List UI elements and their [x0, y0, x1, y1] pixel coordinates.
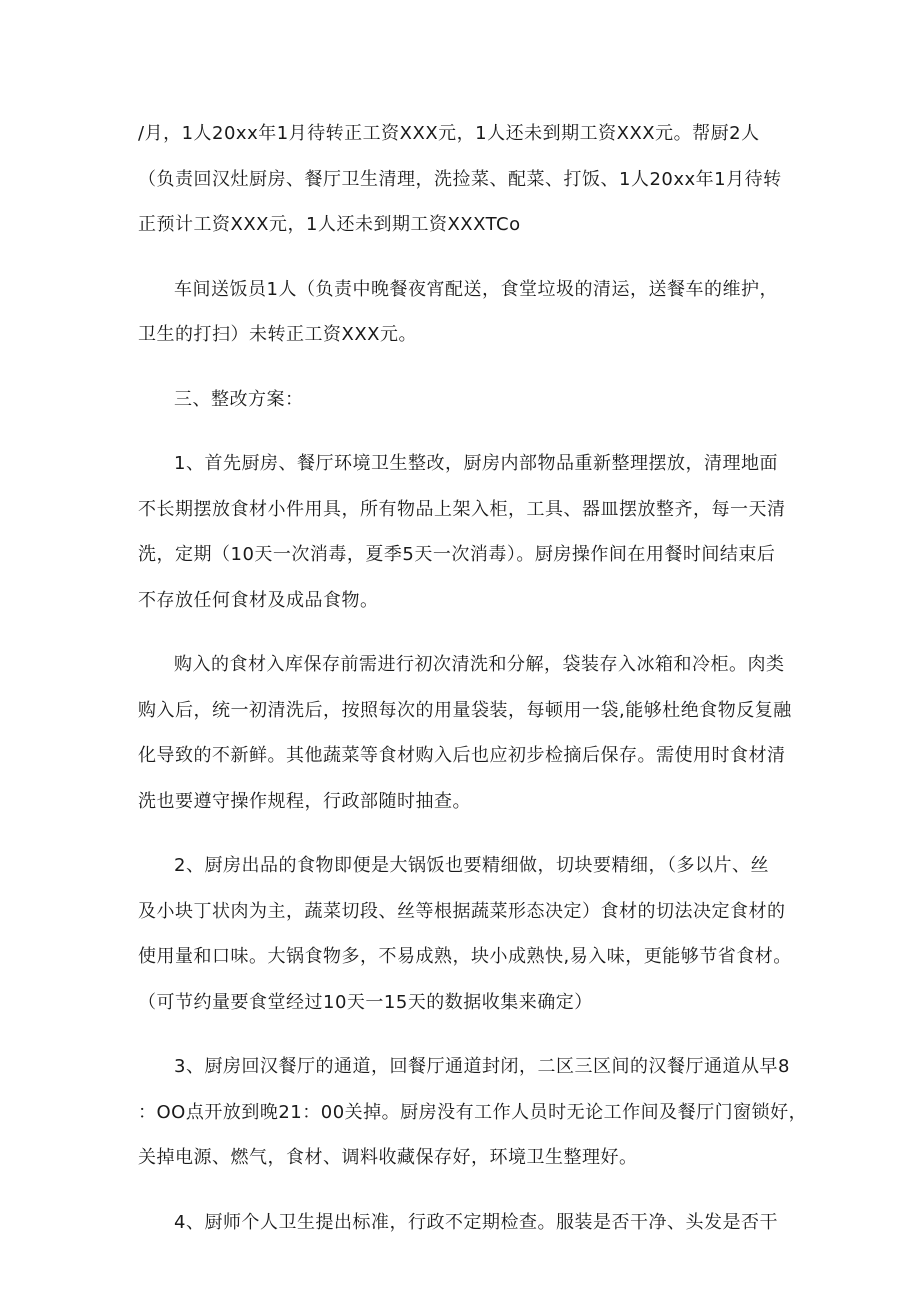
text-line: 不长期摆放食材小件用具，所有物品上架入柜，工具、器皿摆放整齐，每一天清	[138, 498, 786, 520]
paragraph-item-2	[138, 843, 802, 1025]
text-line: 三、整改方案：	[174, 388, 304, 410]
text-line: ：OO点开放到晚21：00关掉。厨房没有工作人员时无论工作间及餐厅门窗锁好，	[138, 1101, 808, 1123]
paragraph-item-3	[138, 1044, 808, 1181]
paragraph-ingredient-storage	[138, 642, 802, 824]
text-line: 2、厨房出品的食物即便是大锅饭也要精细做，切块要精细，（多以片、丝	[174, 855, 769, 876]
text-line: 3、厨房回汉餐厅的通道，回餐厅通道封闭，二区三区间的汉餐厅通道从早8	[174, 1056, 790, 1077]
text-line: 1、首先厨房、餐厅环境卫生整改，厨房内部物品重新整理摆放，清理地面	[174, 453, 778, 474]
text-line: 4、厨师个人卫生提出标准，行政不定期检查。服装是否干净、头发是否干	[174, 1211, 778, 1233]
text-line: 车间送饭员1人（负责中晚餐夜宵配送，食堂垃圾的清运，送餐车的维护，	[174, 278, 778, 300]
text-line: 关掉电源、燃气，食材、调料收藏保存好，环境卫生整理好。	[138, 1147, 638, 1168]
text-line: 洗，定期（10天一次消毒，夏季5天一次消毒）。厨房操作间在用餐时间结束后	[138, 544, 776, 565]
section-heading	[138, 377, 802, 423]
paragraph-item-4	[138, 1200, 802, 1246]
paragraph-staff-wages	[138, 111, 802, 248]
text-line: 卫生的打扫）未转正工资XXX元。	[138, 324, 417, 345]
text-line: 不存放任何食材及成品食物。	[138, 589, 379, 611]
paragraph-item-1	[138, 441, 802, 623]
text-line: 及小块丁状肉为主，蔬菜切段、丝等根据蔬菜形态决定）食材的切法决定食材的	[138, 900, 786, 922]
text-line: /月，1人20xx年1月待转正工资XXX元，1人还未到期工资XXX元。帮厨2人	[138, 123, 760, 144]
text-line: 购入后，统一初清洗后，按照每次的用量袋装，每顿用一袋,能够杜绝食物反复融	[138, 699, 792, 721]
text-line: 化导致的不新鲜。其他蔬菜等食材购入后也应初步检摘后保存。需使用时食材清	[138, 745, 786, 766]
document-body	[138, 111, 808, 1264]
text-line: 购入的食材入库保存前需进行初次清洗和分解，袋装存入冰箱和冷柜。肉类	[174, 654, 785, 675]
text-line: 使用量和口味。大锅食物多，不易成熟，块小成熟快,易入味，更能够节省食材。	[138, 946, 792, 967]
text-line: 洗也要遵守操作规程，行政部随时抽查。	[138, 790, 471, 812]
text-line: （负责回汉灶厨房、餐厅卫生清理，洗捡菜、配菜、打饭、1人20xx年1月待转	[138, 168, 782, 190]
text-line: 正预计工资XXX元，1人还未到期工资XXXTCo	[138, 214, 521, 235]
text-line: （可节约量要食堂经过10天一15天的数据收集来确定）	[138, 991, 593, 1013]
paragraph-delivery-staff	[138, 267, 802, 358]
